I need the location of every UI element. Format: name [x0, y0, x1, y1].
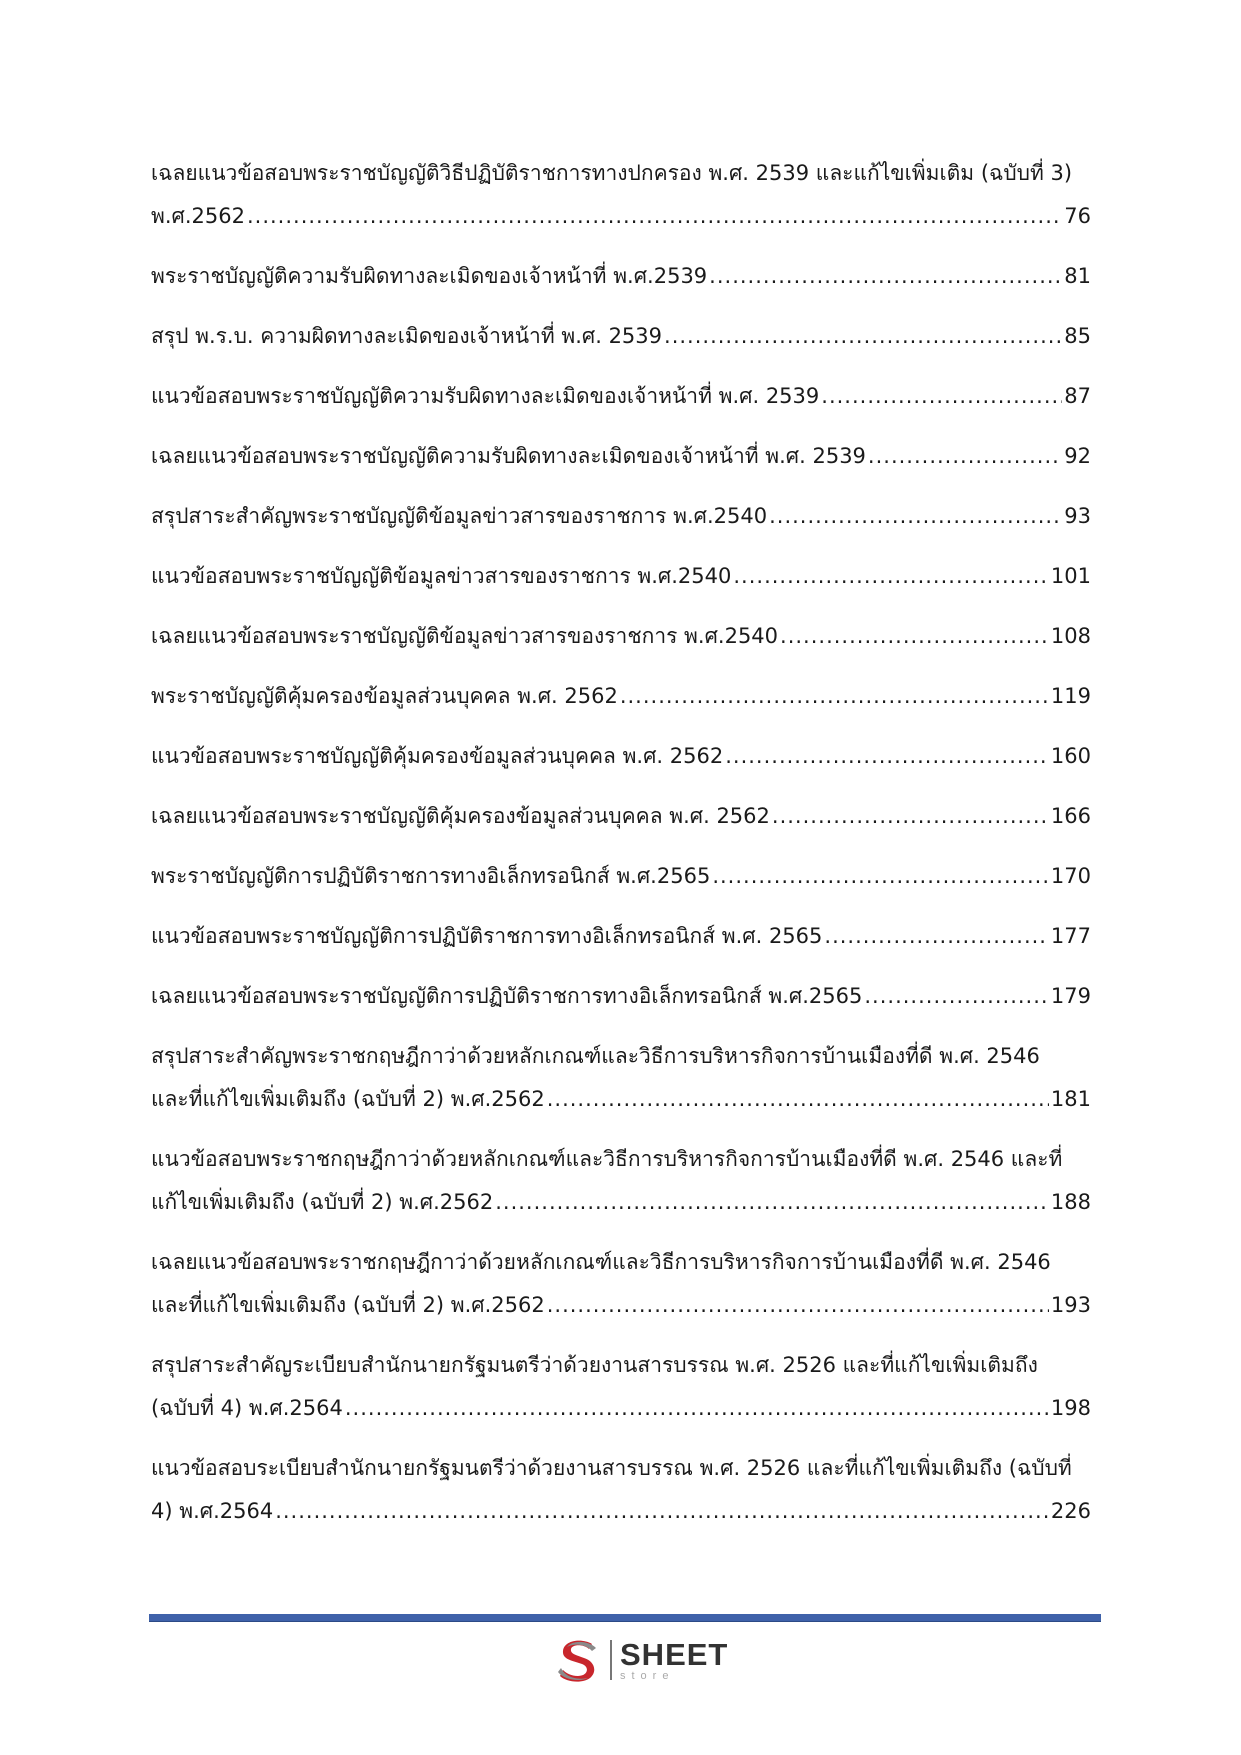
- toc-entry[interactable]: [151, 435, 1091, 478]
- dot-leader: [247, 195, 1062, 238]
- toc-entry-title-line: แนวข้อสอบพระราชบัญญัติข้อมูลข่าวสารของราชการ พ.ศ.2540: [151, 564, 732, 588]
- toc-entry-last-line: [151, 615, 1091, 658]
- toc-entry-title-line: เฉลยแนวข้อสอบพระราชบัญญัติการปฏิบัติราชการทางอิเล็กทรอนิกส์ พ.ศ.2565: [151, 984, 863, 1008]
- toc-page-number: 101: [1050, 564, 1091, 588]
- toc-entry-last-line: [151, 1078, 1091, 1121]
- toc-page-number: 160: [1050, 744, 1091, 768]
- dot-leader: [733, 555, 1049, 598]
- toc-page-number: 166: [1050, 804, 1091, 828]
- toc-entry-title-line: แก้ไขเพิ่มเติมถึง (ฉบับที่ 2) พ.ศ.2562: [151, 1190, 494, 1214]
- toc-entry-last-line: [151, 855, 1091, 898]
- toc-entry-title-line: พระราชบัญญัติคุ้มครองข้อมูลส่วนบุคคล พ.ศ. 2562: [151, 684, 618, 708]
- toc-entry-title-line: แนวข้อสอบระเบียบสำนักนายกรัฐมนตรีว่าด้วยงานสารบรรณ พ.ศ. 2526 และที่แก้ไขเพิ่มเติมถึง (ฉบับที่: [151, 1456, 1072, 1480]
- toc-entry-title-line: แนวข้อสอบพระราชบัญญัติคุ้มครองข้อมูลส่วนบุคคล พ.ศ. 2562: [151, 744, 724, 768]
- toc-entry[interactable]: [151, 255, 1091, 298]
- toc-entry-last-line: [151, 1284, 1091, 1327]
- toc-page-number: 92: [1064, 444, 1091, 468]
- toc-page-number: 177: [1050, 924, 1091, 948]
- toc-page-number: 181: [1050, 1087, 1091, 1111]
- toc-page-number: 226: [1050, 1499, 1091, 1523]
- dot-leader: [620, 675, 1049, 718]
- toc-entry-last-line: [151, 1181, 1091, 1224]
- toc-entry-last-line: [151, 1490, 1091, 1533]
- toc-page-number: 170: [1050, 864, 1091, 888]
- dot-leader: [725, 735, 1049, 778]
- sheet-store-logo: [552, 1632, 728, 1688]
- dot-leader: [864, 975, 1049, 1018]
- toc-entry[interactable]: [151, 1344, 1091, 1430]
- toc-entry[interactable]: [151, 735, 1091, 778]
- toc-entry-title-line: 4) พ.ศ.2564: [151, 1499, 274, 1523]
- toc-entry-last-line: [151, 735, 1091, 778]
- footer-divider: [149, 1614, 1101, 1622]
- toc-page-number: 119: [1050, 684, 1091, 708]
- toc-entry-title-line: สรุปสาระสำคัญพระราชกฤษฎีกาว่าด้วยหลักเกณฑ์และวิธีการบริหารกิจการบ้านเมืองที่ดี พ.ศ. 2546: [151, 1044, 1040, 1068]
- dot-leader: [868, 435, 1062, 478]
- toc-entry[interactable]: [151, 555, 1091, 598]
- toc-entry[interactable]: [151, 495, 1091, 538]
- toc-entry-last-line: [151, 795, 1091, 838]
- toc-entry[interactable]: [151, 315, 1091, 358]
- dot-leader: [495, 1181, 1049, 1224]
- toc-entry[interactable]: [151, 795, 1091, 838]
- toc-entry-last-line: [151, 375, 1091, 418]
- dot-leader: [769, 495, 1062, 538]
- logo-word: SHEET: [620, 1636, 729, 1672]
- toc-entry-title-line: แนวข้อสอบพระราชบัญญัติการปฏิบัติราชการทางอิเล็กทรอนิกส์ พ.ศ. 2565: [151, 924, 823, 948]
- toc-page-number: 108: [1050, 624, 1091, 648]
- logo-text: [620, 1636, 729, 1682]
- toc-entry[interactable]: [151, 1138, 1091, 1224]
- toc-entry[interactable]: [151, 675, 1091, 718]
- toc-page-number: 85: [1064, 324, 1091, 348]
- toc-entry-title-line: เฉลยแนวข้อสอบพระราชบัญญัติข้อมูลข่าวสารของราชการ พ.ศ.2540: [151, 624, 779, 648]
- toc-entry-title-line: พ.ศ.2562: [151, 204, 245, 228]
- toc-entry[interactable]: [151, 375, 1091, 418]
- dot-leader: [345, 1387, 1049, 1430]
- toc-page-number: 179: [1050, 984, 1091, 1008]
- toc-page-number: 87: [1064, 384, 1091, 408]
- dot-leader: [712, 855, 1049, 898]
- toc-page-number: 193: [1050, 1293, 1091, 1317]
- toc-entry-title-line: แนวข้อสอบพระราชบัญญัติความรับผิดทางละเมิดของเจ้าหน้าที่ พ.ศ. 2539: [151, 384, 820, 408]
- toc-entry[interactable]: [151, 615, 1091, 658]
- toc-entry-last-line: [151, 435, 1091, 478]
- dot-leader: [821, 375, 1062, 418]
- toc-entry[interactable]: [151, 915, 1091, 958]
- dot-leader: [824, 915, 1049, 958]
- toc-entry-title-line: เฉลยแนวข้อสอบพระราชกฤษฎีกาว่าด้วยหลักเกณฑ์และวิธีการบริหารกิจการบ้านเมืองที่ดี พ.ศ. 2546: [151, 1250, 1051, 1274]
- toc-page-number: 76: [1064, 204, 1091, 228]
- dot-leader: [709, 255, 1062, 298]
- toc-entry-last-line: [151, 255, 1091, 298]
- toc-page-number: 188: [1050, 1190, 1091, 1214]
- toc-entry-title-line: เฉลยแนวข้อสอบพระราชบัญญัติคุ้มครองข้อมูลส่วนบุคคล พ.ศ. 2562: [151, 804, 770, 828]
- table-of-contents: [151, 152, 1091, 1550]
- dot-leader: [547, 1284, 1049, 1327]
- toc-entry[interactable]: [151, 1035, 1091, 1121]
- toc-entry-title-line: และที่แก้ไขเพิ่มเติมถึง (ฉบับที่ 2) พ.ศ.2562: [151, 1087, 545, 1111]
- toc-page-number: 198: [1050, 1396, 1091, 1420]
- toc-entry-last-line: [151, 195, 1091, 238]
- toc-entry-title-line: สรุปสาระสำคัญระเบียบสำนักนายกรัฐมนตรีว่าด้วยงานสารบรรณ พ.ศ. 2526 และที่แก้ไขเพิ่มเติมถึง: [151, 1353, 1038, 1377]
- toc-page-number: 81: [1064, 264, 1091, 288]
- toc-entry[interactable]: [151, 1447, 1091, 1533]
- toc-entry-title-line: แนวข้อสอบพระราชกฤษฎีกาว่าด้วยหลักเกณฑ์และวิธีการบริหารกิจการบ้านเมืองที่ดี พ.ศ. 2546 และที่: [151, 1147, 1063, 1171]
- dot-leader: [664, 315, 1062, 358]
- toc-entry-title-line: พระราชบัญญัติความรับผิดทางละเมิดของเจ้าหน้าที่ พ.ศ.2539: [151, 264, 708, 288]
- toc-entry-last-line: [151, 495, 1091, 538]
- toc-entry-last-line: [151, 975, 1091, 1018]
- toc-entry-title-line: เฉลยแนวข้อสอบพระราชบัญญัติความรับผิดทางละเมิดของเจ้าหน้าที่ พ.ศ. 2539: [151, 444, 866, 468]
- toc-entry[interactable]: [151, 855, 1091, 898]
- toc-entry-last-line: [151, 1387, 1091, 1430]
- toc-entry[interactable]: [151, 152, 1091, 238]
- sheet-store-s-logo-icon: [552, 1634, 604, 1686]
- toc-entry-last-line: [151, 915, 1091, 958]
- toc-entry-title-line: เฉลยแนวข้อสอบพระราชบัญญัติวิธีปฏิบัติราชการทางปกครอง พ.ศ. 2539 และแก้ไขเพิ่มเติม (ฉบับที่ 3): [151, 161, 1073, 185]
- logo-subtitle: store: [620, 1669, 675, 1682]
- dot-leader: [275, 1490, 1049, 1533]
- toc-entry[interactable]: [151, 975, 1091, 1018]
- toc-entry-title-line: (ฉบับที่ 4) พ.ศ.2564: [151, 1396, 343, 1420]
- dot-leader: [772, 795, 1049, 838]
- toc-entry-last-line: [151, 675, 1091, 718]
- toc-entry-title-line: และที่แก้ไขเพิ่มเติมถึง (ฉบับที่ 2) พ.ศ.2562: [151, 1293, 545, 1317]
- toc-entry-title-line: พระราชบัญญัติการปฏิบัติราชการทางอิเล็กทรอนิกส์ พ.ศ.2565: [151, 864, 711, 888]
- toc-entry-last-line: [151, 315, 1091, 358]
- dot-leader: [547, 1078, 1049, 1121]
- toc-entry[interactable]: [151, 1241, 1091, 1327]
- toc-entry-last-line: [151, 555, 1091, 598]
- toc-page-number: 93: [1064, 504, 1091, 528]
- dot-leader: [780, 615, 1049, 658]
- toc-entry-title-line: สรุป พ.ร.บ. ความผิดทางละเมิดของเจ้าหน้าที่ พ.ศ. 2539: [151, 324, 663, 348]
- logo-separator: [610, 1640, 612, 1680]
- toc-entry-title-line: สรุปสาระสำคัญพระราชบัญญัติข้อมูลข่าวสารของราชการ พ.ศ.2540: [151, 504, 768, 528]
